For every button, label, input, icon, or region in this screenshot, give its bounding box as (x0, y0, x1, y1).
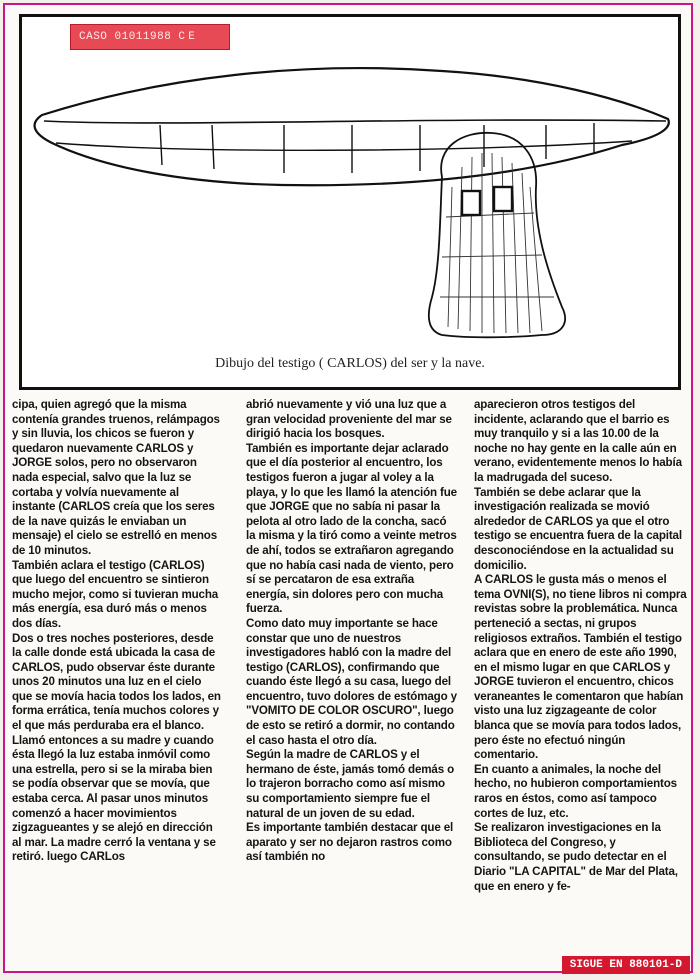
paragraph: A CARLOS le gusta más o menos el tema OVNI(S), no tiene libros ni compra revistas sobre la problemática. Nunca perteneció a sectas, ni grupos religiosos extraños. También el testigo aclara que en enero de este año 1990, en el mismo lugar en que CARLOS y JORGE tuvieron el encuentro, chicos veraneantes le comentaron que habían visto una luz zigzageante de color blanca que se movía para todos lados, pero éste no efectuó ningún comentario. (474, 573, 687, 762)
craft-and-being-sketch (22, 17, 678, 387)
text-column-1 (12, 398, 224, 865)
figure-caption: Dibujo del testigo ( CARLOS) del ser y la nave. (215, 356, 485, 371)
craft-midline (44, 120, 666, 123)
paragraph: cipa, quien agregó que la misma contenía grandes truenos, relámpagos y sin lluvia, los chicos se fueron y quedaron nuevamente CARLOS y JORGE solos, pero no observaron nada especial, salvo que la luz se cortaba y volvía nuevamente al instante (CARLOS creía que los seres de la nave quizás le enviaban un mensaje) el cielo se estrelló en menos de 10 minutos. (12, 398, 220, 557)
paragraph: abrió nuevamente y vió una luz que a gran velocidad proveniente del mar se dirigió hacia los bosques. (246, 398, 452, 441)
paragraph: Dos o tres noches posteriores, desde la calle donde está ubicada la casa de CARLOS, pudo observar éste durante unos 20 minutos una luz en el cielo que se movía hacia todos los lados, en forma errática, tenía muchos colores y el que más perduraba era el blanco. Llamó entonces a su madre y cuando ésta llegó la luz estaba inmóvil como una estrella, pero si se la miraba bien se podía observar que se movía, que estaba cerca. Al pasar unos minutos comenzó a hacer movimientos zigzagueantes y se alejó en dirección al mar. La madre cerró la ventana y se retiró. luego CARLos (12, 631, 221, 864)
case-label: CASO 01011988 C E (70, 24, 230, 50)
paragraph: Según la madre de CARLOS y el hermano de éste, jamás tomó demás o lo trajeron borracho como así mismo su comportamiento siempre fue el natural de un joven de su edad. (246, 748, 455, 820)
being-left-eye (462, 191, 480, 215)
being-right-eye (494, 187, 512, 211)
paragraph: También se debe aclarar que la investigación realizada se movió alrededor de CARLOS ya que el otro testigo se encuentra fuera de la capital desconociéndose en la actualidad su domicilio. (474, 485, 682, 572)
paragraph: También aclara el testigo (CARLOS) que luego del encuentro se sintieron mucho mejor, como si tuvieran mucha más energía, esa duró más o menos dos días. (12, 558, 219, 630)
craft-panels (160, 123, 594, 173)
paragraph: En cuanto a animales, la noche del hecho, no hubieron comportamientos raros en éstos, como así tampoco cortes de luz, etc. (474, 762, 677, 820)
text-column-3 (474, 398, 688, 894)
paragraph: Se realizaron investigaciones en la Biblioteca del Congreso, y consultando, se pudo detectar en el Diario "LA CAPITAL" de Mar del Plata, que en enero y fe- (474, 821, 678, 893)
continuation-tag[interactable]: SIGUE EN 880101-D (562, 956, 690, 974)
witness-drawing (19, 14, 681, 390)
paragraph: También es importante dejar aclarado que el día posterior al encuentro, los testigos fueron a jugar al voley a la playa, y lo que les llamó la atención fue que JORGE que no sabía ni pasar la pelota al otro lado de la concha, sacó la misma y la tiró como a veinte metros de ahí, todos se extrañaron agregando que no había casi nada de viento, pero sí se percataron de esa extraña energía, sin dolores pero con mucha fuerza. (246, 441, 457, 616)
paragraph: Es importante también destacar que el aparato y ser no dejaron rastros como así también no (246, 821, 454, 864)
paragraph: Como dato muy importante se hace constar que uno de nuestros investigadores habló con la madre del testigo (CARLOS), confirmando que cuando éste llegó a su casa, luego del encuentro, tuvo dolores de estómago y "VOMITO DE COLOR OSCURO", luego de esto se retiró a dormir, no contando el caso hasta el otro día. (246, 616, 457, 747)
paragraph: aparecieron otros testigos del incidente, aclarando que el barrio es muy tranquilo y si a las 10.00 de la noche no hay gente en la calle aún en verano, evidentemente menos lo había la madrugada del suceso. (474, 398, 682, 484)
text-column-2 (246, 398, 458, 865)
hooded-being (429, 133, 565, 337)
